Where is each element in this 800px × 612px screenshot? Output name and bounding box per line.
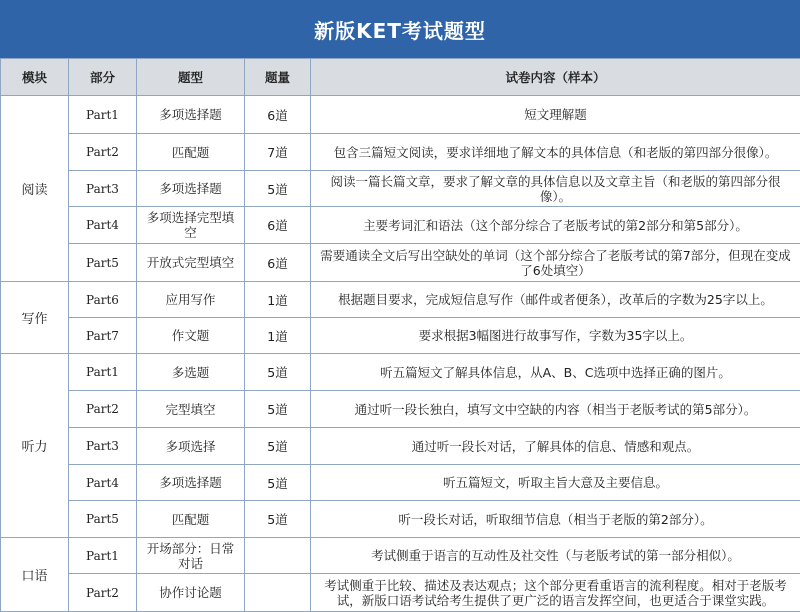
- count-cell: 5道: [245, 501, 311, 538]
- table-row: [1, 207, 800, 244]
- exam-table: [0, 58, 800, 612]
- table-row: [1, 465, 800, 501]
- module-cell: 听力: [1, 354, 69, 538]
- header-content: 试卷内容（样本）: [311, 59, 800, 96]
- content-cell: 考试侧重于比较、描述及表达观点；这个部分更看重语言的流利程度。相对于老版考试，新版口语考试给考生提供了更广泛的语言发挥空间，也更适合于课堂实践。: [311, 574, 800, 612]
- type-cell: 开放式完型填空: [137, 244, 245, 282]
- type-cell: 完型填空: [137, 391, 245, 428]
- count-cell: 6道: [245, 207, 311, 244]
- type-cell: 应用写作: [137, 282, 245, 318]
- table-row: [1, 538, 800, 574]
- content-cell: 考试侧重于语言的互动性及社交性（与老版考试的第一部分相似）。: [311, 538, 800, 574]
- table-row: [1, 134, 800, 171]
- part-cell: Part2: [69, 134, 137, 171]
- content-cell: 短文理解题: [311, 96, 800, 134]
- part-cell: Part5: [69, 501, 137, 538]
- table-row: [1, 574, 800, 612]
- table-row: [1, 282, 800, 318]
- content-cell: 根据题目要求，完成短信息写作（邮件或者便条），改革后的字数为25字以上。: [311, 282, 800, 318]
- part-cell: Part4: [69, 207, 137, 244]
- type-cell: 多项选择题: [137, 465, 245, 501]
- type-cell: 匹配题: [137, 501, 245, 538]
- module-cell: 阅读: [1, 96, 69, 282]
- table-row: [1, 318, 800, 354]
- table-row: [1, 96, 800, 134]
- table-row: [1, 244, 800, 282]
- header-part: 部分: [69, 59, 137, 96]
- part-cell: Part1: [69, 538, 137, 574]
- content-cell: 阅读一篇长篇文章，要求了解文章的具体信息以及文章主旨（和老版的第四部分很像）。: [311, 171, 800, 207]
- type-cell: 多项选择: [137, 428, 245, 465]
- part-cell: Part1: [69, 96, 137, 134]
- count-cell: 7道: [245, 134, 311, 171]
- content-cell: 通过听一段长独白，填写文中空缺的内容（相当于老版考试的第5部分）。: [311, 391, 800, 428]
- type-cell: 多项选择题: [137, 171, 245, 207]
- content-cell: 通过听一段长对话，了解具体的信息、情感和观点。: [311, 428, 800, 465]
- table-title: 新版KET考试题型: [0, 0, 800, 58]
- type-cell: 多项选择完型填空: [137, 207, 245, 244]
- count-cell: 6道: [245, 244, 311, 282]
- count-cell: [245, 574, 311, 612]
- count-cell: 5道: [245, 391, 311, 428]
- part-cell: Part6: [69, 282, 137, 318]
- type-cell: 协作讨论题: [137, 574, 245, 612]
- type-cell: 多选题: [137, 354, 245, 391]
- count-cell: 6道: [245, 96, 311, 134]
- count-cell: 5道: [245, 354, 311, 391]
- part-cell: Part4: [69, 465, 137, 501]
- header-module: 模块: [1, 59, 69, 96]
- module-cell: 口语: [1, 538, 69, 612]
- type-cell: 多项选择题: [137, 96, 245, 134]
- count-cell: [245, 538, 311, 574]
- type-cell: 匹配题: [137, 134, 245, 171]
- part-cell: Part7: [69, 318, 137, 354]
- count-cell: 5道: [245, 465, 311, 501]
- part-cell: Part2: [69, 391, 137, 428]
- header-row: [1, 59, 800, 96]
- part-cell: Part3: [69, 428, 137, 465]
- content-cell: 听五篇短文，听取主旨大意及主要信息。: [311, 465, 800, 501]
- part-cell: Part3: [69, 171, 137, 207]
- header-count: 题量: [245, 59, 311, 96]
- type-cell: 作文题: [137, 318, 245, 354]
- count-cell: 5道: [245, 428, 311, 465]
- table-row: [1, 501, 800, 538]
- table-row: [1, 428, 800, 465]
- content-cell: 包含三篇短文阅读，要求详细地了解文本的具体信息（和老版的第四部分很像）。: [311, 134, 800, 171]
- count-cell: 1道: [245, 318, 311, 354]
- content-cell: 听一段长对话，听取细节信息（相当于老版的第2部分）。: [311, 501, 800, 538]
- table-row: [1, 354, 800, 391]
- part-cell: Part5: [69, 244, 137, 282]
- part-cell: Part1: [69, 354, 137, 391]
- content-cell: 听五篇短文了解具体信息，从A、B、C选项中选择正确的图片。: [311, 354, 800, 391]
- content-cell: 主要考词汇和语法（这个部分综合了老版考试的第2部分和第5部分）。: [311, 207, 800, 244]
- module-cell: 写作: [1, 282, 69, 354]
- table-row: [1, 391, 800, 428]
- type-cell: 开场部分：日常对话: [137, 538, 245, 574]
- header-type: 题型: [137, 59, 245, 96]
- content-cell: 需要通读全文后写出空缺处的单词（这个部分综合了老版考试的第7部分，但现在变成了6处填空）: [311, 244, 800, 282]
- table-row: [1, 171, 800, 207]
- count-cell: 5道: [245, 171, 311, 207]
- part-cell: Part2: [69, 574, 137, 612]
- content-cell: 要求根据3幅图进行故事写作，字数为35字以上。: [311, 318, 800, 354]
- count-cell: 1道: [245, 282, 311, 318]
